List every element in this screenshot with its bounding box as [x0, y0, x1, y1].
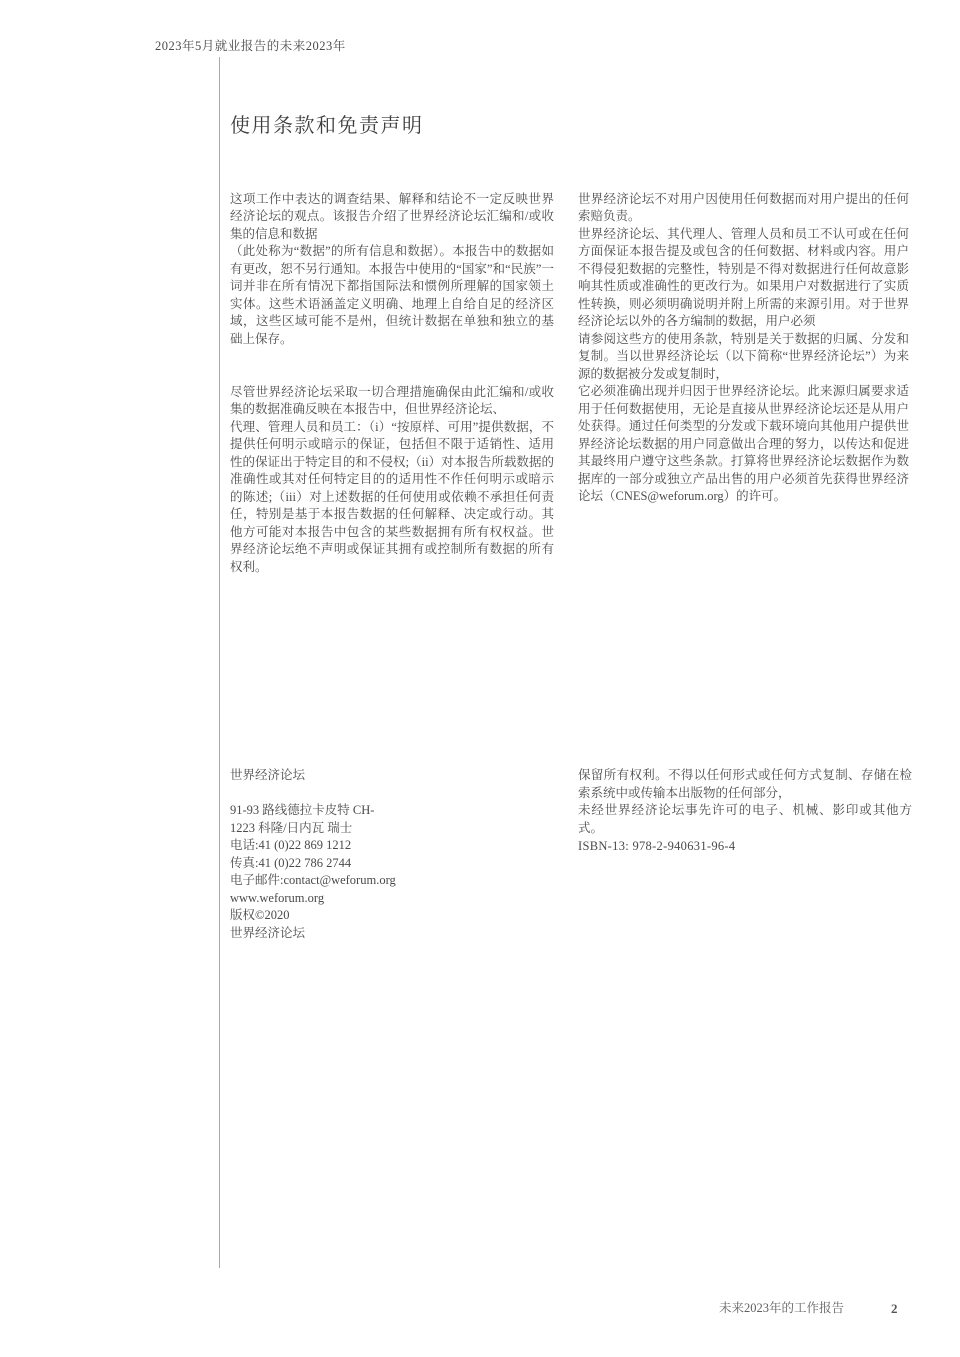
isbn-line: ISBN-13: 978-2-940631-96-4	[578, 839, 736, 853]
right-column-paragraph-1: 世界经济论坛不对用户因使用任何数据而对用户提出的任何索赔负责。 世界经济论坛、其代理人、管理人员和员工不认可或在任何方面保证本报告提及或包含的任何数据、材料或内容。用户不得侵犯数据的完整性，特别是不得对数据进行任何故意影响其性质或准确性的更改行为。如果用户对数据进行了实质性转换，则必须明确说明并附上所需的来源引用。对于世界经济论坛以外的各方编制的数据，用户必须 请参阅这些方的使用条款，特别是关于数据的归属、分发和复制。当以世界经济论坛（以下简称“世界经济论坛”）为来源的数据被分发或复制时， 它必须准确出现并归因于世界经济论坛。此来源归属要求适用于任何数据使用，无论是直接从世界经济论坛还是从用户处获得。通过任何类型的分发或下载环境向其他用户提供世界经济论坛数据的用户同意做出合理的努力，以传达和促进其最终用户遵守这些条款。打算将世界经济论坛数据作为数据库的一部分或独立产品出售的用户必须首先获得世界经济论坛（CNES@weforum.org）的许可。	[578, 191, 909, 503]
running-header: 2023年5月就业报告的未来2023年	[155, 39, 346, 53]
left-column-paragraph-1: 这项工作中表达的调查结果、解释和结论不一定反映世界经济论坛的观点。该报告介绍了世界经济论坛汇编和/或收集的信息和数据 （此处称为“数据”的所有信息和数据）。本报告中的数据如有更改，恕不另行通知。本报告中使用的“国家”和“民族”一词并非在所有情况下都指国际法和惯例所理解的国家领土实体。这些术语涵盖定义明确、地理上自给自足的经济区域，这些区域可能不是州，但统计数据在单独和独立的基础上保存。	[230, 191, 554, 346]
left-column	[230, 173, 554, 612]
rights-block: 保留所有权利。不得以任何形式或任何方式复制、存储在检索系统中或传输本出版物的任何部分， 未经世界经济论坛事先许可的电子、机械、影印或其他方式。	[578, 768, 912, 835]
footer-page-number: 2	[891, 1301, 898, 1316]
right-column	[578, 173, 909, 541]
footer-report-title: 未来2023年的工作报告	[719, 1301, 845, 1315]
contact-block: 世界经济论坛 91-93 路线德拉卡皮特 CH- 1223 科隆/日内瓦 瑞士 电话:41 (0)22 869 1212 传真:41 (0)22 786 2744 电子邮件:contact@weforum.org www.weforum.org 版权©2020 世界经济论坛	[230, 768, 396, 940]
left-column-paragraph-2: 尽管世界经济论坛采取一切合理措施确保由此汇编和/或收集的数据准确反映在本报告中，但世界经济论坛、 代理、管理人员和员工：（i）“按原样、可用”提供数据，不提供任何明示或暗示的保证，包括但不限于适销性、适用性的保证出于特定目的和不侵权;（ii）对本报告所载数据的准确性或其对任何特定目的的适用性不作任何明示或暗示的陈述;（iii）对上述数据的任何使用或依赖不承担任何责任，特别是基于本报告数据的任何解释、决定或行动。其他方可能对本报告中包含的某些数据拥有所有权权益。世界经济论坛绝不声明或保证其拥有或控制所有数据的所有权利。	[230, 384, 554, 574]
page-title: 使用条款和免责声明	[230, 115, 424, 137]
vertical-rule	[219, 57, 220, 1268]
